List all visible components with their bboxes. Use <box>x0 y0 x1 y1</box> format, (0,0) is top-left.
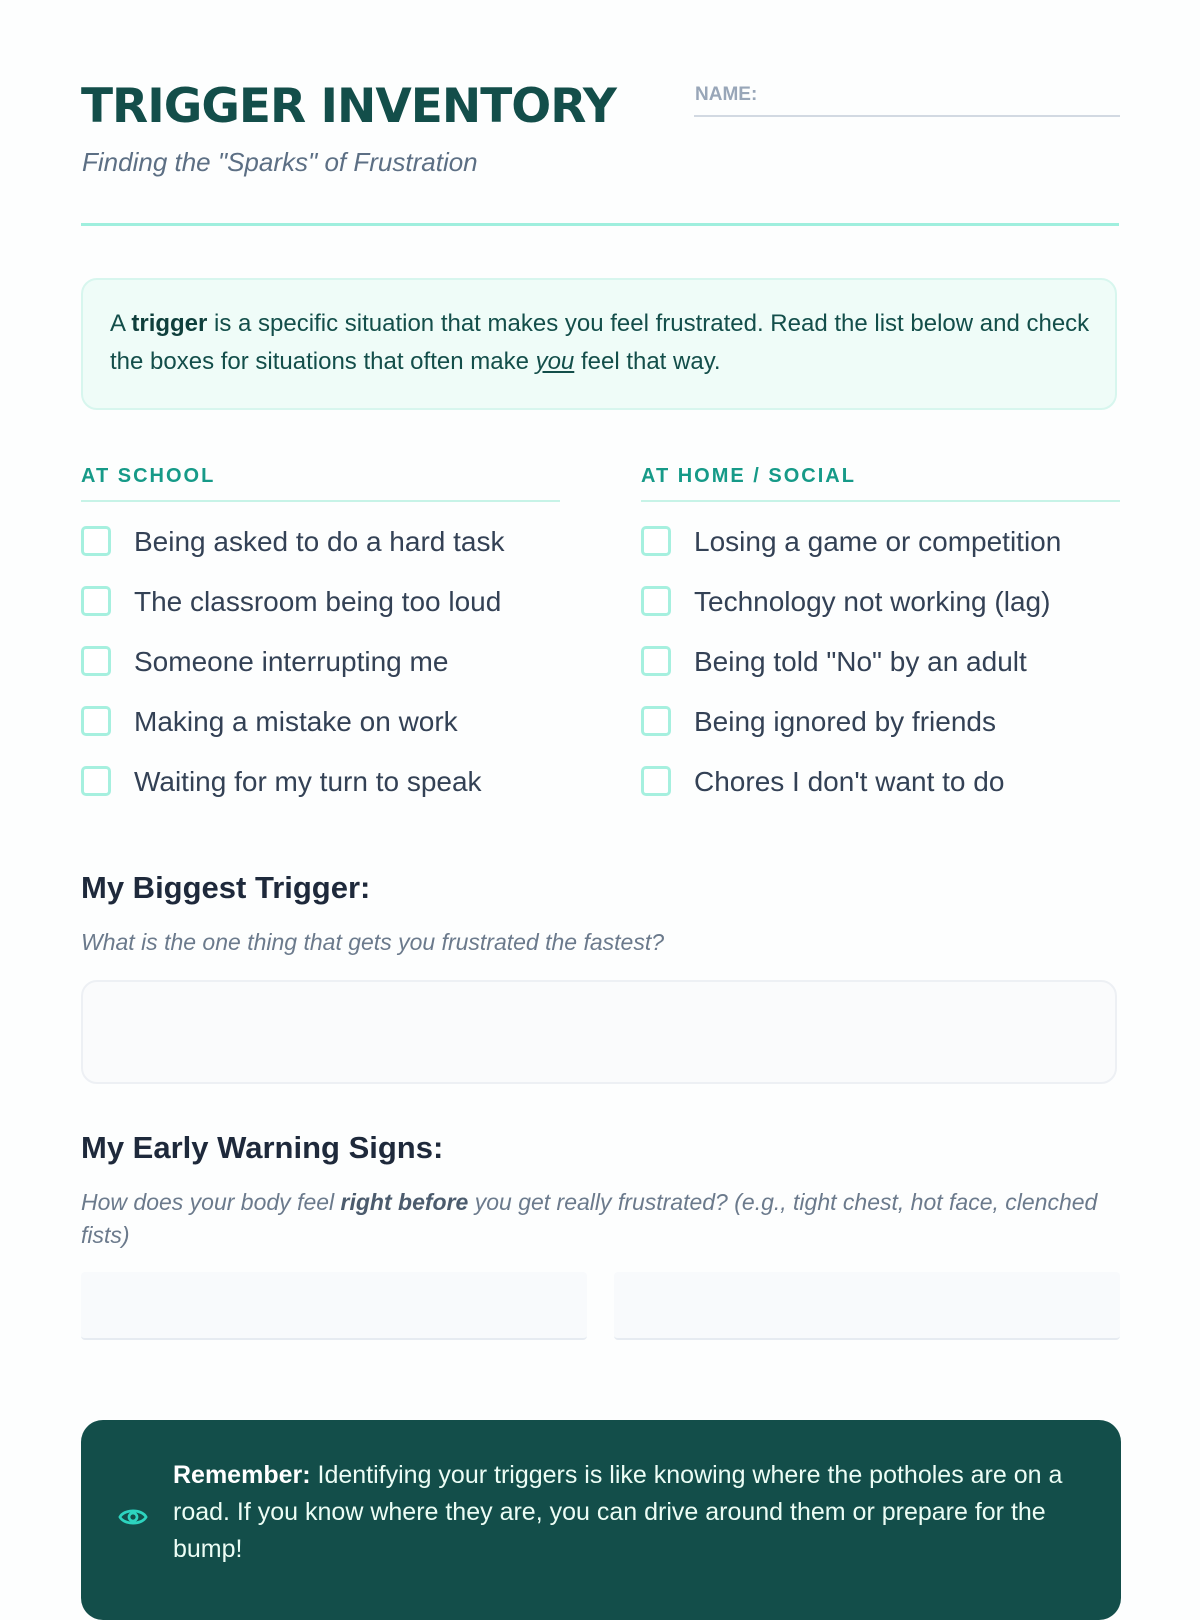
checklist-item-label: Making a mistake on work <box>134 706 458 737</box>
checklist-item[interactable] <box>81 764 560 824</box>
warning-signs-prompt-part2: you get really frustrated? (e.g., tight chest, hot face, clenched fists) <box>81 1189 1098 1248</box>
checkbox[interactable] <box>641 766 671 796</box>
intro-text-part3: feel that way. <box>574 348 721 375</box>
remember-callout <box>81 1420 1121 1620</box>
checklist-item-label: The classroom being too loud <box>134 586 502 617</box>
name-field[interactable] <box>694 81 1120 117</box>
checklist-item-label: Being asked to do a hard task <box>134 526 505 557</box>
checkbox[interactable] <box>641 646 671 676</box>
checklist-item[interactable] <box>81 524 560 584</box>
checkbox[interactable] <box>641 706 671 736</box>
intro-text-part2: is a specific situation that makes you feel frustrated. Read the list below and check the boxes for situations that often make <box>110 310 1090 375</box>
checkbox[interactable] <box>81 646 111 676</box>
warning-signs-prompt-part1: How does your body feel <box>81 1189 341 1215</box>
checklist-item[interactable] <box>81 704 560 764</box>
page-subtitle: Finding the "Sparks" of Frustration <box>82 147 478 177</box>
intro-term-trigger: trigger <box>131 310 208 337</box>
checklist-item[interactable] <box>81 584 560 644</box>
header <box>81 75 1119 226</box>
warning-sign-answer-line-1[interactable] <box>81 1272 587 1340</box>
warning-signs-prompt <box>81 1186 1121 1252</box>
checklist-item-label: Technology not working (lag) <box>694 586 1051 617</box>
checklist-item[interactable] <box>81 644 560 704</box>
checklist <box>641 502 1120 824</box>
intro-emphasis-you: you <box>535 348 575 375</box>
checkbox[interactable] <box>81 586 111 616</box>
checklist-item-label: Chores I don't want to do <box>694 766 1005 797</box>
name-label: NAME: <box>695 84 758 105</box>
checkbox[interactable] <box>81 526 111 556</box>
checkbox[interactable] <box>81 706 111 736</box>
intro-text-part1: A <box>110 310 132 337</box>
checklist-item-label: Waiting for my turn to speak <box>134 766 482 797</box>
intro-text <box>110 305 1090 381</box>
warning-signs-prompt-emphasis: right before <box>340 1189 469 1215</box>
warning-sign-answer-line-2[interactable] <box>614 1272 1120 1340</box>
checkbox[interactable] <box>641 526 671 556</box>
checkbox[interactable] <box>641 586 671 616</box>
biggest-trigger-title: My Biggest Trigger: <box>81 870 371 905</box>
checklist-item-label: Being told "No" by an adult <box>694 646 1027 677</box>
checklist-item-label: Losing a game or competition <box>694 526 1062 557</box>
checklist <box>81 502 560 824</box>
intro-callout <box>81 278 1117 410</box>
checkbox[interactable] <box>81 766 111 796</box>
column-heading: AT SCHOOL <box>81 466 560 502</box>
checklist-item[interactable] <box>641 764 1120 824</box>
biggest-trigger-answer-box[interactable] <box>81 980 1117 1084</box>
remember-body: Identifying your triggers is like knowing where the potholes are on a road. If you know where they are, you can drive around them or prepare for the bump! <box>173 1461 1063 1563</box>
checklist-item[interactable] <box>641 584 1120 644</box>
page-title: TRIGGER INVENTORY <box>81 79 616 134</box>
remember-label: Remember: <box>173 1461 311 1489</box>
eye-icon <box>118 1502 148 1532</box>
checklist-item-label: Being ignored by friends <box>694 706 996 737</box>
column-at-home-social <box>641 466 1120 824</box>
checklist-item[interactable] <box>641 644 1120 704</box>
column-heading: AT HOME / SOCIAL <box>641 466 1120 502</box>
checklist-item[interactable] <box>641 524 1120 584</box>
checklist-item-label: Someone interrupting me <box>134 646 449 677</box>
column-at-school <box>81 466 560 824</box>
checklist-item[interactable] <box>641 704 1120 764</box>
biggest-trigger-prompt: What is the one thing that gets you frustrated the fastest? <box>81 929 665 955</box>
remember-text <box>173 1457 1073 1568</box>
warning-signs-title: My Early Warning Signs: <box>81 1130 444 1165</box>
